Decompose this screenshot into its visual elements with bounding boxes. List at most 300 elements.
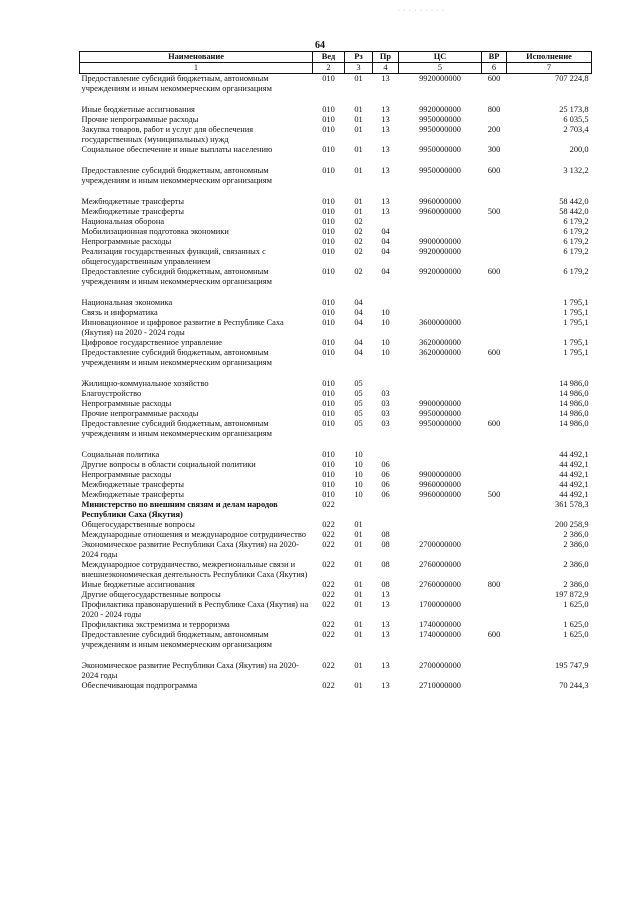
row-amount: 58 442,0 [559,207,589,216]
row-pr [373,450,399,460]
row-rz: 01 [354,620,363,629]
row-ved: 010 [322,450,335,459]
row-pr: 06 [381,490,390,499]
row-name: Жилищно-коммунальное хозяйство [81,379,209,388]
row-rz: 05 [354,379,363,388]
row-name: Непрограммные расходы [81,399,172,408]
row-amount: 2 703,4 [563,125,589,134]
header-rz: Рз [345,52,373,63]
row-cs: 2710000000 [419,681,461,690]
row-amount: 197 872,9 [555,590,589,599]
table-row [80,348,592,368]
row-cs: 9950000000 [419,166,461,175]
table-row [80,105,592,115]
row-vr [482,379,507,389]
row-amount: 14 986,0 [559,409,589,418]
row-ved: 010 [322,379,335,388]
row-amount: 3 132,2 [563,166,589,175]
row-name: Другие вопросы в области социальной политики [81,460,256,469]
row-name: Профилактика экстремизма и терроризма [81,620,230,629]
row-amount: 2 386,0 [563,540,589,549]
row-name: Реализация государственных функций, связанных с общегосударственным управлением [81,247,266,266]
row-pr: 08 [381,540,390,549]
budget-table [79,51,592,691]
row-rz: 02 [354,217,363,226]
row-ved: 010 [322,348,335,357]
row-rz: 01 [354,530,363,539]
row-cs: 9920000000 [419,74,461,83]
row-pr [373,217,399,227]
table-row [80,470,592,480]
row-cs [399,520,482,530]
row-cs: 9950000000 [419,115,461,124]
row-vr [482,520,507,530]
row-rz: 02 [354,227,363,236]
row-cs: 9950000000 [419,125,461,134]
row-ved: 022 [322,520,335,529]
row-rz: 01 [354,560,363,569]
row-name: Другие общегосударственные вопросы [81,590,221,599]
row-amount: 1 795,1 [563,348,589,357]
table-row [80,267,592,287]
table-row [80,460,592,470]
row-amount: 1 795,1 [563,338,589,347]
row-cs: 2760000000 [419,560,461,569]
row-pr: 04 [381,267,390,276]
row-rz: 01 [354,74,363,83]
column-number: 6 [482,63,507,74]
spacer-cell [80,439,592,450]
row-cs: 9920000000 [419,247,461,256]
row-ved: 022 [322,661,335,670]
row-pr: 13 [381,74,390,83]
table-row [80,237,592,247]
row-ved: 022 [322,500,335,509]
row-ved: 010 [322,105,335,114]
row-amount: 2 386,0 [563,530,589,539]
row-name: Предоставление субсидий бюджетным, автономным учреждениям и иным некоммерческим организациям [81,166,272,185]
row-amount: 44 492,1 [559,460,589,469]
row-name: Экономическое развитие Республики Саха (Якутия) на 2020-2024 годы [81,540,299,559]
row-ved: 022 [322,530,335,539]
row-name: Цифровое государственное управление [81,338,222,347]
spacer-cell [80,287,592,298]
row-rz: 02 [354,237,363,246]
row-name: Иные бюджетные ассигнования [81,105,195,114]
row-ved: 010 [322,399,335,408]
row-amount: 14 986,0 [559,399,589,408]
row-amount: 707 224,8 [555,74,589,83]
row-rz: 04 [354,338,363,347]
row-vr [482,661,507,681]
row-rz: 01 [354,540,363,549]
row-cs: 1740000000 [419,620,461,629]
row-ved: 022 [322,590,335,599]
row-ved: 010 [322,115,335,124]
row-cs [399,298,482,308]
row-rz [345,500,373,520]
row-pr: 08 [381,560,390,569]
table-row [80,227,592,237]
row-vr: 600 [487,166,501,175]
row-ved: 010 [322,227,335,236]
row-vr: 600 [487,267,501,276]
row-cs: 9960000000 [419,197,461,206]
row-ved: 022 [322,560,335,569]
row-ved: 010 [322,480,335,489]
row-amount: 14 986,0 [559,389,589,398]
row-cs: 9900000000 [419,399,461,408]
row-rz: 04 [354,308,363,317]
row-amount: 195 747,9 [555,661,589,670]
row-rz: 02 [354,267,363,276]
row-amount: 2 386,0 [563,560,589,569]
row-pr: 13 [381,630,390,639]
row-amount: 6 179,2 [563,217,589,226]
row-name: Предоставление субсидий бюджетным, автономным учреждениям и иным некоммерческим организациям [81,348,272,367]
row-amount: 6 179,2 [563,227,589,236]
header-vr: ВР [482,52,507,63]
table-row [80,125,592,145]
row-amount: 6 179,2 [563,237,589,246]
row-pr: 04 [381,227,390,236]
row-name: Мобилизационная подготовка экономики [81,227,229,236]
row-rz: 05 [354,399,363,408]
row-cs: 2760000000 [419,580,461,589]
row-ved: 010 [322,389,335,398]
row-amount: 14 986,0 [559,379,589,388]
row-amount: 200,0 [569,145,589,154]
row-amount: 70 244,3 [559,681,589,690]
table-row [80,166,592,186]
row-amount: 200 258,9 [555,520,589,529]
row-cs: 9950000000 [419,419,461,428]
row-cs: 9960000000 [419,207,461,216]
row-ved: 010 [322,267,335,276]
row-amount: 44 492,1 [559,480,589,489]
column-number: 5 [399,63,482,74]
table-row [80,298,592,308]
table-row [80,399,592,409]
row-rz: 01 [354,145,363,154]
row-ved: 010 [322,419,335,428]
table-row [80,379,592,389]
row-name: Благоустройство [81,389,142,398]
table-row [80,590,592,600]
row-name: Общегосударственные вопросы [81,520,195,529]
row-name: Инновационное и цифровое развитие в Республике Саха (Якутия) на 2020 - 2024 годы [81,318,284,337]
row-rz: 01 [354,115,363,124]
row-ved: 010 [322,217,335,226]
row-vr [482,338,507,348]
table-row [80,520,592,530]
header-cs: ЦС [399,52,482,63]
row-ved: 022 [322,620,335,629]
column-number: 3 [345,63,373,74]
column-number: 1 [80,63,313,74]
row-rz: 05 [354,409,363,418]
header-pr: Пр [373,52,399,63]
spacer-row [80,186,592,197]
row-rz: 01 [354,630,363,639]
row-vr: 200 [487,125,501,134]
table-row [80,197,592,207]
row-cs: 9920000000 [419,105,461,114]
row-rz: 01 [354,580,363,589]
row-name: Национальная экономика [81,298,173,307]
row-vr [482,318,507,338]
table-row [80,308,592,318]
spacer-row [80,287,592,298]
spacer-row [80,439,592,450]
row-rz: 04 [354,348,363,357]
row-amount: 1 625,0 [563,620,589,629]
row-cs [399,379,482,389]
row-cs: 9960000000 [419,490,461,499]
row-cs: 3600000000 [419,318,461,327]
row-ved: 010 [322,470,335,479]
spacer-cell [80,186,592,197]
row-ved: 022 [322,580,335,589]
row-pr: 13 [381,661,390,670]
table-row [80,630,592,650]
row-vr [482,399,507,409]
header-name: Наименование [80,52,313,63]
row-pr: 13 [381,166,390,175]
row-rz: 04 [354,298,363,307]
header-ved: Вед [313,52,345,63]
row-name: Национальная оборона [81,217,165,226]
row-cs [399,450,482,460]
header-execution: Исполнение [507,52,592,63]
row-rz: 10 [354,460,363,469]
spacer-row [80,94,592,105]
row-name: Связь и информатика [81,308,158,317]
spacer-cell [80,94,592,105]
row-ved: 010 [322,490,335,499]
row-vr [482,227,507,237]
row-name: Предоставление субсидий бюджетным, автономным учреждениям и иным некоммерческим организациям [81,630,272,649]
row-cs [399,308,482,318]
table-row [80,620,592,630]
row-amount: 6 179,2 [563,267,589,276]
row-vr [482,500,507,520]
row-name: Межбюджетные трансферты [81,480,185,489]
row-vr [482,450,507,460]
row-vr [482,308,507,318]
spacer-row [80,368,592,379]
row-cs [399,590,482,600]
row-cs: 9900000000 [419,470,461,479]
row-ved: 010 [322,409,335,418]
row-ved: 010 [322,460,335,469]
table-row [80,500,592,520]
row-cs [399,530,482,540]
row-pr: 13 [381,590,390,599]
row-rz: 01 [354,681,363,690]
row-ved: 010 [322,247,335,256]
row-amount: 2 386,0 [563,580,589,589]
row-pr: 10 [381,308,390,317]
row-ved: 010 [322,145,335,154]
row-name: Прочие непрограммные расходы [81,409,199,418]
row-pr: 13 [381,125,390,134]
row-amount: 1 625,0 [563,630,589,639]
row-rz: 01 [354,197,363,206]
row-rz: 01 [354,125,363,134]
row-vr [482,530,507,540]
row-name: Межбюджетные трансферты [81,207,185,216]
row-cs [399,227,482,237]
row-name: Непрограммные расходы [81,237,172,246]
row-rz: 02 [354,247,363,256]
row-rz: 01 [354,600,363,609]
table-row [80,600,592,620]
row-ved: 010 [322,125,335,134]
table-row [80,318,592,338]
row-rz: 01 [354,166,363,175]
row-amount: 25 173,8 [559,105,589,114]
row-vr: 800 [487,580,501,589]
row-name: Министерство по внешним связям и делам народов Республики Саха (Якутия) [81,500,278,519]
row-name: Профилактика правонарушений в Республике Саха (Якутия) на 2020 - 2024 годы [81,600,309,619]
row-amount: 44 492,1 [559,450,589,459]
row-amount: 58 442,0 [559,197,589,206]
table-row [80,217,592,227]
row-name: Экономическое развитие Республики Саха (Якутия) на 2020-2024 годы [81,661,299,680]
column-number: 4 [373,63,399,74]
row-name: Социальное обеспечение и иные выплаты населению [81,145,273,154]
row-pr [373,520,399,530]
row-cs: 9900000000 [419,237,461,246]
row-vr [482,600,507,620]
row-name: Социальная политика [81,450,160,459]
row-vr [482,620,507,630]
row-rz: 01 [354,520,363,529]
row-cs: 2700000000 [419,661,461,670]
table-row [80,338,592,348]
table-row [80,74,592,95]
row-vr [482,197,507,207]
row-pr: 03 [381,389,390,398]
table-row [80,580,592,590]
row-cs: 3620000000 [419,348,461,357]
row-pr: 10 [381,348,390,357]
row-vr [482,470,507,480]
row-vr: 500 [487,207,501,216]
table-row [80,207,592,217]
page-number: 64 [315,40,325,51]
column-number: 7 [507,63,592,74]
row-rz: 10 [354,470,363,479]
row-name: Межбюджетные трансферты [81,490,185,499]
row-vr [482,681,507,691]
row-vr: 300 [487,145,501,154]
row-vr [482,409,507,419]
row-vr [482,460,507,470]
row-rz: 05 [354,389,363,398]
row-cs [399,500,482,520]
row-cs: 9950000000 [419,409,461,418]
row-amount: 1 795,1 [563,308,589,317]
table-row [80,661,592,681]
row-pr: 10 [381,318,390,327]
row-name: Предоставление субсидий бюджетным, автономным учреждениям и иным некоммерческим организациям [81,267,272,286]
row-ved: 010 [322,207,335,216]
row-rz: 10 [354,490,363,499]
row-cs: 1740000000 [419,630,461,639]
row-pr: 13 [381,145,390,154]
row-pr: 03 [381,419,390,428]
row-pr: 13 [381,105,390,114]
row-name: Иные бюджетные ассигнования [81,580,195,589]
spacer-row [80,650,592,661]
row-cs [399,460,482,470]
table-row [80,560,592,580]
row-vr [482,590,507,600]
table-row [80,419,592,439]
table-row [80,490,592,500]
row-pr [373,379,399,389]
row-cs [399,389,482,399]
row-cs: 9920000000 [419,267,461,276]
row-name: Закупка товаров, работ и услуг для обеспечения государственных (муниципальных) нужд [81,125,254,144]
row-vr: 600 [487,630,501,639]
row-vr: 600 [487,419,501,428]
spacer-row [80,155,592,166]
spacer-cell [80,650,592,661]
row-pr: 13 [381,207,390,216]
row-pr: 04 [381,247,390,256]
row-pr: 10 [381,338,390,347]
row-vr [482,237,507,247]
table-row [80,247,592,267]
row-amount: 6 179,2 [563,247,589,256]
row-pr: 13 [381,115,390,124]
table-row [80,450,592,460]
row-amount: 44 492,1 [559,490,589,499]
row-pr: 13 [381,197,390,206]
row-cs: 3620000000 [419,338,461,347]
spacer-cell [80,368,592,379]
row-vr: 800 [487,105,501,114]
row-pr [373,298,399,308]
row-vr [482,115,507,125]
table-row [80,389,592,399]
row-pr: 13 [381,681,390,690]
table-row [80,409,592,419]
row-vr [482,480,507,490]
row-pr: 13 [381,600,390,609]
row-vr: 600 [487,348,501,357]
row-amount: 14 986,0 [559,419,589,428]
row-name: Предоставление субсидий бюджетным, автономным учреждениям и иным некоммерческим организациям [81,419,272,438]
row-rz: 01 [354,661,363,670]
row-name: Международные отношения и международное сотрудничество [81,530,306,539]
row-rz: 04 [354,318,363,327]
row-vr [482,217,507,227]
row-cs: 9950000000 [419,145,461,154]
table-row [80,480,592,490]
row-vr [482,540,507,560]
row-rz: 01 [354,105,363,114]
row-rz: 10 [354,450,363,459]
row-ved: 010 [322,166,335,175]
row-rz: 01 [354,207,363,216]
row-ved: 010 [322,318,335,327]
row-ved: 010 [322,74,335,83]
row-amount: 1 795,1 [563,298,589,307]
